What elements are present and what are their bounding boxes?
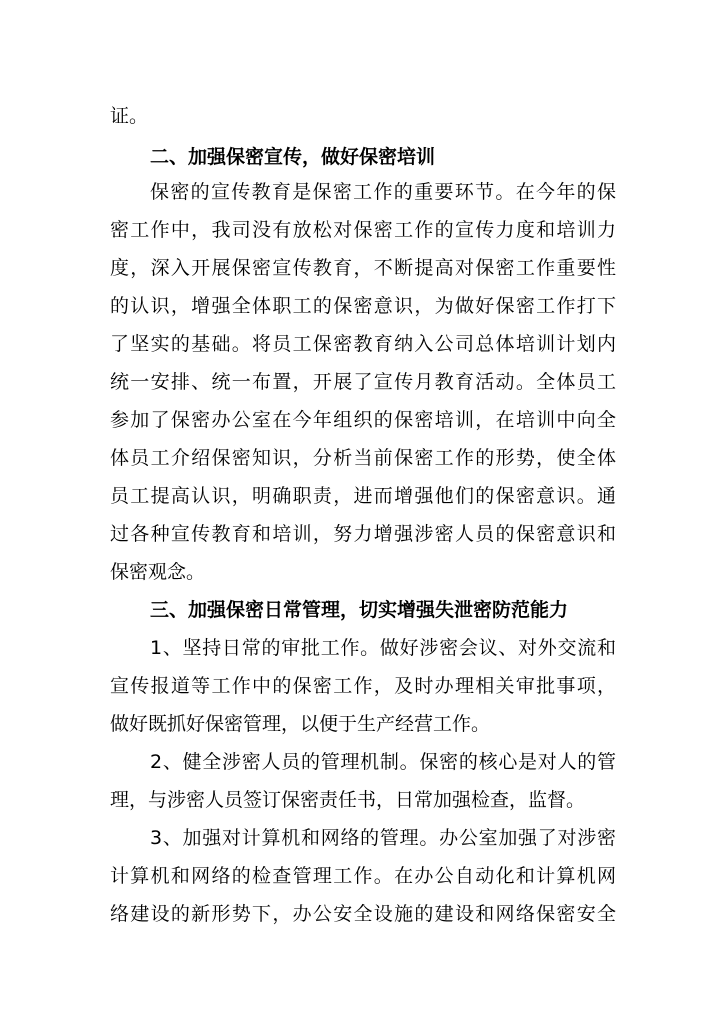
- list-item-2-line: 2、健全涉密人员的管理机制。保密的核心是对人的管: [150, 751, 616, 773]
- paragraph-line: 密工作中，我司没有放松对保密工作的宣传力度和培训力: [110, 219, 616, 241]
- paragraph-end-line: 证。: [110, 105, 149, 127]
- paragraph-line: 了坚实的基础。将员工保密教育纳入公司总体培训计划内: [110, 333, 616, 355]
- list-item-1-line: 1、坚持日常的审批工作。做好涉密会议、对外交流和: [150, 637, 616, 659]
- paragraph-line: 体员工介绍保密知识，分析当前保密工作的形势，使全体: [110, 447, 616, 469]
- section-heading-2: 二、加强保密宣传，做好保密培训: [150, 146, 436, 168]
- list-item-2-line: 理，与涉密人员签订保密责任书，日常加强检查，监督。: [110, 789, 586, 811]
- paragraph-line: 过各种宣传教育和培训，努力增强涉密人员的保密意识和: [110, 523, 616, 545]
- paragraph-line: 保密观念。: [110, 561, 206, 583]
- section-heading-3: 三、加强保密日常管理，切实增强失泄密防范能力: [150, 599, 569, 621]
- paragraph-line: 统一安排、统一布置，开展了宣传月教育活动。全体员工: [110, 371, 616, 393]
- list-item-3-line: 计算机和网络的检查管理工作。在办公自动化和计算机网: [110, 865, 616, 887]
- list-item-1-line: 做好既抓好保密管理，以便于生产经营工作。: [110, 713, 491, 735]
- list-item-3-line: 络建设的新形势下，办公安全设施的建设和网络保密安全: [110, 903, 616, 925]
- paragraph-line: 参加了保密办公室在今年组织的保密培训，在培训中向全: [110, 409, 616, 431]
- paragraph-line: 度，深入开展保密宣传教育，不断提高对保密工作重要性: [110, 257, 616, 279]
- list-item-3-line: 3、加强对计算机和网络的管理。办公室加强了对涉密: [150, 827, 616, 849]
- list-item-1-line: 宣传报道等工作中的保密工作，及时办理相关审批事项，: [110, 675, 616, 697]
- paragraph-line: 员工提高认识，明确职责，进而增强他们的保密意识。通: [110, 485, 616, 507]
- paragraph-line: 保密的宣传教育是保密工作的重要环节。在今年的保: [150, 181, 616, 203]
- paragraph-line: 的认识，增强全体职工的保密意识，为做好保密工作打下: [110, 295, 616, 317]
